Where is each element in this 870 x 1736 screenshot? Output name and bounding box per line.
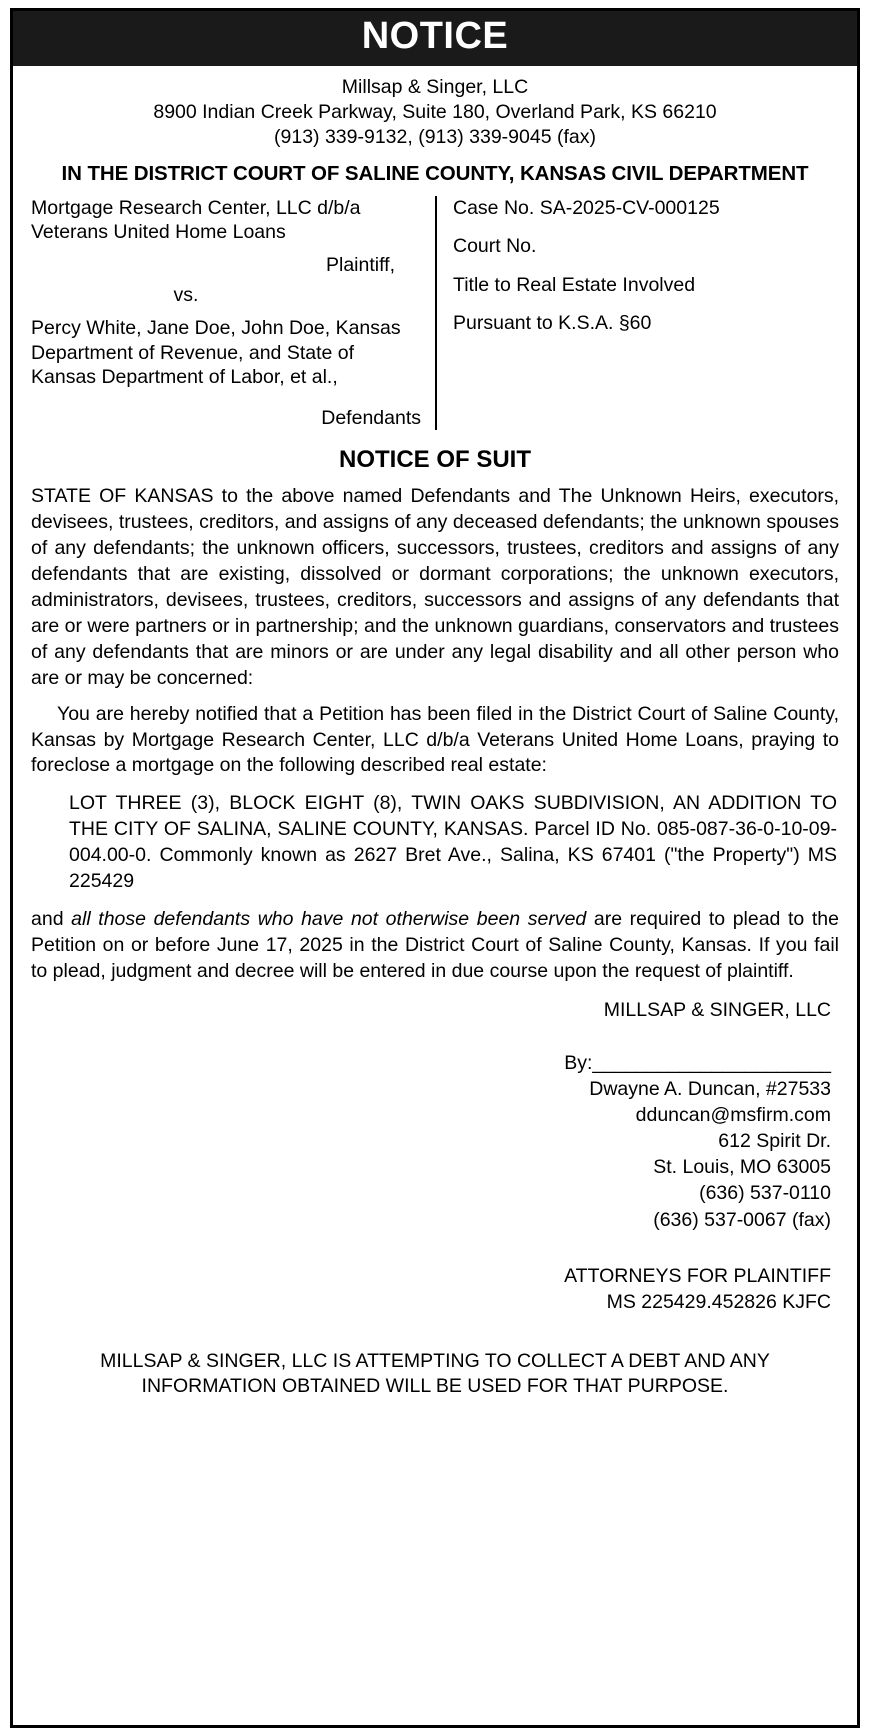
case-number: Case No. SA-2025-CV-000125 [453, 196, 720, 219]
firm-phone: (913) 339-9132, (913) 339-9045 (fax) [274, 125, 596, 148]
attorneys-block [31, 1263, 839, 1315]
attorneys-for-plaintiff: ATTORNEYS FOR PLAINTIFF [564, 1264, 831, 1287]
caption-case-info [435, 196, 839, 431]
firm-header [31, 66, 839, 150]
paragraph-closing [31, 907, 839, 985]
signature-by-line: By:______________________ [564, 1051, 831, 1074]
disclaimer-line-2: INFORMATION OBTAINED WILL BE USED FOR THAT PURPOSE. [141, 1375, 729, 1398]
closing-text-italic: all those defendants who have not otherwise been served [71, 908, 587, 931]
notice-banner: NOTICE [13, 11, 857, 66]
signature-fax: (636) 537-0067 (fax) [653, 1208, 831, 1231]
notice-content [13, 66, 857, 1410]
signature-attorney-name: Dwayne A. Duncan, #27533 [589, 1077, 831, 1100]
plaintiff-name: Mortgage Research Center, LLC d/b/a Veterans United Home Loans [31, 196, 361, 244]
file-reference-number: MS 225429.452826 KJFC [606, 1290, 831, 1313]
legal-description: LOT THREE (3), BLOCK EIGHT (8), TWIN OAKS SUBDIVISION, AN ADDITION TO THE CITY OF SALINA, SALINE COUNTY, KANSAS. Parcel ID No. 085-087-36-0-10-09-004.00-0. Commonly known as 2627 Bret Ave., Salina, KS 67401 ("the Property") MS 225429 [69, 792, 837, 893]
notice-frame [10, 8, 860, 1728]
paragraph-state-of-kansas: STATE OF KANSAS to the above named Defendants and The Unknown Heirs, executors, devisees, trustees, creditors, and assigns of any deceased defendants; the unknown spouses of any defendants; the unknown officers, successors, trustees, creditors and assigns of any defendants that are existing, dissolved or dormant corporations; the unknown executors, administrators, devisees, trustees, creditors, successors and assigns of any defendants that are or were partners or in partnership; and the unknown guardians, conservators and trustees of any defendants that are minors or are under any legal disability and all other person who are or may be concerned: [31, 485, 839, 689]
signature-phone: (636) 537-0110 [699, 1182, 831, 1205]
closing-text-tail: are required to plead to the Petition on or before June 17, 2025 in the District Court of Saline County, Kansas. If you fail to plead, judgment and decree will be entered in due course upon the request of plaintiff. [31, 908, 839, 982]
firm-name: Millsap & Singer, LLC [341, 75, 529, 98]
paragraph-petition-filed: You are hereby notified that a Petition has been filed in the District Court of Saline County, Kansas by Mortgage Research Center, LLC d/b/a Veterans United Home Loans, praying to foreclose a mortgage on the following described real estate: [31, 702, 839, 777]
pursuant-statute: Pursuant to K.S.A. §60 [453, 312, 652, 335]
court-heading: IN THE DISTRICT COURT OF SALINE COUNTY, KANSAS CIVIL DEPARTMENT [61, 161, 809, 185]
versus-label: vs. [173, 284, 199, 307]
defendant-names: Percy White, Jane Doe, John Doe, Kansas Department of Revenue, and State of Kansas Department of Labor, et al., [31, 317, 401, 389]
case-caption [31, 196, 839, 431]
notice-of-suit-heading: NOTICE OF SUIT [339, 446, 531, 474]
plaintiff-label: Plaintiff, [325, 253, 395, 276]
firm-address: 8900 Indian Creek Parkway, Suite 180, Overland Park, KS 66210 [153, 100, 717, 123]
caption-parties [31, 196, 435, 431]
signature-block [31, 1050, 839, 1233]
signature-street: 612 Spirit Dr. [718, 1130, 831, 1153]
court-number: Court No. [453, 235, 537, 258]
debt-collection-disclaimer [31, 1349, 839, 1410]
closing-text-lead: and [31, 908, 72, 931]
signature-city-state-zip: St. Louis, MO 63005 [653, 1156, 831, 1179]
defendants-label: Defendants [321, 406, 421, 429]
disclaimer-line-1: MILLSAP & SINGER, LLC IS ATTEMPTING TO COLLECT A DEBT AND ANY [100, 1349, 770, 1372]
title-to-real-estate: Title to Real Estate Involved [453, 273, 696, 296]
signature-email: dduncan@msfirm.com [635, 1104, 831, 1127]
signature-firm-name: MILLSAP & SINGER, LLC [603, 998, 831, 1021]
